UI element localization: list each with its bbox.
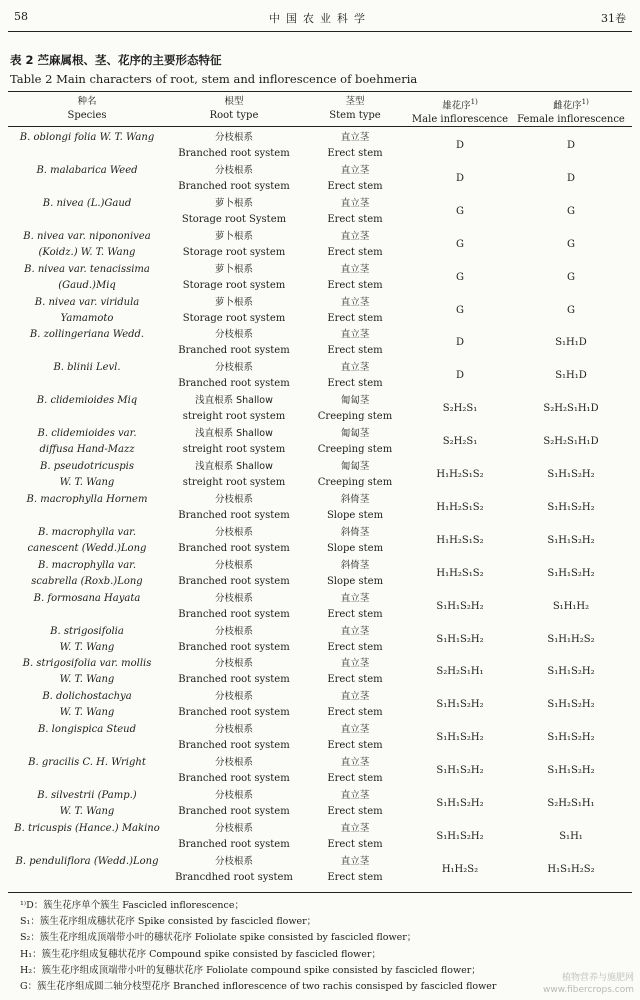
female-inflorescence: G	[567, 271, 575, 283]
stem-type-en: Erect stem	[327, 674, 383, 686]
root-type-en: Brancdhed root system	[175, 871, 293, 883]
table-row	[0, 460, 640, 493]
female-inflorescence: S₁H₁S₂H₂	[547, 765, 595, 777]
species-name-line-2: diffusa Hand-Mazz	[39, 444, 135, 456]
table-row	[0, 657, 640, 690]
female-inflorescence: S₁H₁S₂H₂	[547, 567, 595, 579]
table-row	[0, 427, 640, 460]
root-type-en: Branched root system	[178, 838, 290, 850]
male-inflorescence: H₁H₂S₂	[441, 863, 479, 875]
root-type-zh: 分枝根系	[214, 526, 253, 538]
stem-type-zh: 直立茎	[340, 790, 370, 801]
stem-type-zh: 直立茎	[340, 164, 370, 176]
table-row	[0, 131, 640, 164]
female-inflorescence: S₁H₁D	[555, 337, 587, 349]
stem-type-en: Erect stem	[327, 641, 383, 653]
root-type-en: Branched root system	[178, 378, 290, 390]
species-name-line-1: B. zollingeriana Wedd.	[29, 329, 145, 341]
column-header-male-zh: 雄花序	[442, 100, 471, 112]
table-caption-zh: 表 2 苎麻属根、茎、花序的主要形态特征	[10, 53, 222, 67]
column-header-male-footnote: 1)	[470, 98, 478, 106]
stem-type-en: Erect stem	[327, 838, 383, 850]
root-type-en: streight root system	[182, 411, 286, 423]
table-row	[0, 625, 640, 658]
root-type-en: Branched root system	[178, 345, 290, 357]
female-inflorescence: S₁H₁S₂H₂	[547, 534, 595, 546]
female-inflorescence: G	[567, 304, 575, 316]
stem-type-en: Erect stem	[327, 378, 383, 390]
female-inflorescence: S₂H₂S₁H₁D	[543, 436, 599, 448]
stem-type-en: Erect stem	[327, 608, 383, 620]
stem-type-zh: 直立茎	[340, 691, 370, 703]
female-inflorescence: S₁H₁S₂H₂	[547, 666, 595, 678]
column-header-female	[510, 95, 632, 127]
footnote-line: H₂：簇生花序组成顶端带小叶的复穗状花序 Foliolate compound spike consisted by fascicled flower；	[20, 964, 481, 976]
species-name-line-1: B. gracilis C. H. Wright	[28, 757, 146, 769]
journal-title: 中国农业科学	[269, 12, 371, 25]
root-type-en: Branched root system	[178, 773, 290, 785]
table-row	[0, 789, 640, 822]
table-caption-en: Table 2 Main characters of root, stem and inflorescence of boehmeria	[10, 72, 418, 86]
species-name-line-1: B. blinii Levl.	[53, 362, 121, 374]
species-name-line-1: B. clidemioides Miq	[36, 395, 138, 407]
species-name-line-1: B. nivea var. nipononivea	[23, 230, 151, 242]
female-inflorescence: H₁S₁H₂S₂	[547, 863, 595, 875]
root-type-en: Branched root system	[178, 509, 290, 521]
stem-type-zh: 匍匐茎	[340, 428, 370, 440]
male-inflorescence: S₂H₂S₁	[442, 436, 478, 448]
male-inflorescence: H₁H₂S₁S₂	[436, 534, 484, 546]
column-header-species	[8, 95, 166, 123]
male-inflorescence: D	[455, 172, 465, 184]
female-inflorescence: S₂H₂S₁H₁D	[543, 403, 599, 415]
male-inflorescence: S₁H₁S₂H₂	[436, 798, 484, 809]
root-type-zh: 浅直根系 Shallow	[195, 395, 273, 407]
stem-type-zh: 直立茎	[340, 822, 370, 834]
stem-type-en: Erect stem	[327, 806, 383, 817]
species-name-line-1: B. dolichostachya	[42, 691, 132, 703]
watermark-line-1: 植物营养与施肥网	[561, 973, 634, 983]
stem-type-en: Creeping stem	[317, 477, 393, 488]
page-header	[0, 0, 640, 34]
stem-type-zh: 直立茎	[340, 724, 370, 736]
stem-type-zh: 匍匐茎	[340, 461, 370, 472]
root-type-zh: 分枝根系	[214, 691, 253, 703]
root-type-en: Storage root System	[181, 213, 287, 225]
header-rule	[8, 31, 632, 32]
root-type-zh: 萝卜根系	[214, 197, 253, 209]
male-inflorescence: S₁H₁S₂H₂	[436, 633, 484, 645]
stem-type-zh: 直立茎	[340, 197, 370, 209]
watermark-line-2: www.fibercrops.com	[543, 985, 634, 995]
stem-type-en: Erect stem	[327, 213, 383, 225]
table-footnotes	[20, 898, 496, 995]
root-type-zh: 分枝根系	[214, 724, 253, 736]
root-type-zh: 分枝根系	[214, 559, 253, 571]
table-row	[0, 690, 640, 723]
footnote-line: G：簇生花序组成圆二轴分枝型花序 Branched inflorescence of two rachis consisped by fascicled flower	[20, 981, 497, 993]
root-type-en: Storage root system	[182, 312, 286, 324]
stem-type-en: Erect stem	[327, 773, 383, 785]
stem-type-zh: 直立茎	[340, 362, 370, 374]
male-inflorescence: S₁H₁S₂H₂	[436, 732, 484, 744]
root-type-zh: 分枝根系	[214, 329, 253, 341]
table-bottom-rule	[8, 892, 632, 893]
table-row	[0, 394, 640, 427]
watermark	[543, 972, 634, 996]
root-type-en: Branched root system	[178, 674, 290, 686]
page-number: 58	[14, 10, 28, 23]
stem-type-zh: 斜倚茎	[340, 493, 370, 505]
species-name-line-1: B. nivea var. viridula	[34, 296, 140, 308]
column-header-species-en: Species	[67, 110, 107, 121]
root-type-zh: 分枝根系	[214, 362, 253, 374]
species-name-line-1: B. strigosifolia	[50, 625, 124, 637]
female-inflorescence: D	[566, 172, 576, 184]
table-row	[0, 822, 640, 855]
stem-type-en: Slope stem	[326, 575, 384, 587]
root-type-en: Storage root system	[182, 279, 286, 291]
table-row	[0, 230, 640, 263]
root-type-en: Branched root system	[178, 575, 290, 587]
stem-type-en: Erect stem	[327, 279, 383, 291]
species-name-line-1: B. macrophylla var.	[37, 526, 137, 538]
table-top-rule	[8, 91, 632, 92]
footnote-line: S₁：簇生花序组成穗状花序 Spike consisted by fascicled flower；	[20, 916, 317, 928]
species-name-line-1: B. macrophylla Hornem	[26, 493, 148, 505]
table-row	[0, 756, 640, 789]
female-inflorescence: D	[566, 140, 576, 151]
root-type-zh: 分枝根系	[214, 493, 253, 505]
female-inflorescence: S₁H₁D	[555, 370, 587, 382]
root-type-en: Branched root system	[178, 707, 290, 719]
male-inflorescence: D	[455, 370, 465, 382]
root-type-zh: 分枝根系	[214, 855, 253, 867]
male-inflorescence: G	[456, 238, 464, 250]
species-name-line-1: B. pseudotricuspis	[40, 461, 134, 472]
root-type-en: Branched root system	[178, 180, 290, 192]
male-inflorescence: G	[456, 205, 464, 217]
female-inflorescence: S₁H₁H₂S₂	[547, 633, 595, 645]
root-type-zh: 萝卜根系	[214, 263, 253, 275]
root-type-zh: 分枝根系	[214, 658, 253, 670]
stem-type-zh: 斜倚茎	[340, 559, 370, 571]
female-inflorescence: S₁H₁S₂H₂	[547, 732, 595, 744]
species-name-line-1: B. formosana Hayata	[33, 592, 141, 604]
table-row	[0, 592, 640, 625]
species-name-line-2: W. T. Wang	[59, 674, 115, 686]
table-row	[0, 723, 640, 756]
stem-type-en: Slope stem	[326, 509, 384, 521]
root-type-en: streight root system	[182, 444, 286, 456]
footnote-line: S₂：簇生花序组成顶端带小叶的穗状花序 Foliolate spike consisted by fascicled flower；	[20, 932, 417, 944]
root-type-zh: 分枝根系	[214, 822, 253, 834]
column-header-stem-zh: 茎型	[345, 96, 365, 107]
table-row	[0, 559, 640, 592]
female-inflorescence: S₁H₁S₂H₂	[547, 469, 595, 480]
stem-type-en: Erect stem	[327, 246, 383, 258]
footnote-line: H₁：簇生花序组成复穗状花序 Compound spike consisted by fascicled flower；	[20, 948, 381, 960]
male-inflorescence: S₂H₂S₁H₁	[436, 666, 484, 678]
stem-type-zh: 直立茎	[340, 592, 370, 604]
root-type-zh: 分枝根系	[214, 757, 253, 769]
table-row	[0, 526, 640, 559]
species-name-line-1: B. macrophylla var.	[37, 559, 137, 571]
column-header-stem-en: Stem type	[329, 110, 381, 121]
stem-type-en: Erect stem	[327, 180, 383, 192]
species-name-line-2: (Gaud.)Miq	[58, 279, 116, 291]
species-name-line-1: B. clidemioides var.	[37, 428, 137, 440]
stem-type-en: Creeping stem	[317, 411, 393, 423]
stem-type-zh: 直立茎	[340, 263, 370, 275]
stem-type-zh: 斜倚茎	[340, 526, 370, 538]
species-name-line-1: B. nivea (L.)Gaud	[42, 197, 132, 209]
root-type-en: Branched root system	[178, 608, 290, 620]
male-inflorescence: S₁H₁S₂H₂	[436, 830, 484, 842]
stem-type-en: Erect stem	[327, 312, 383, 324]
species-name-line-2: scabrella (Roxb.)Long	[31, 575, 143, 587]
stem-type-zh: 直立茎	[340, 329, 370, 341]
footnote-line: ¹⁾D：簇生花序单个簇生 Fascicled inflorescence；	[20, 900, 244, 911]
stem-type-zh: 直立茎	[340, 757, 370, 769]
female-inflorescence: S₁H₁S₂H₂	[547, 699, 595, 711]
root-type-zh: 浅直根系 Shallow	[195, 461, 273, 472]
root-type-en: Branched root system	[178, 148, 290, 159]
column-header-species-zh: 种名	[77, 96, 97, 107]
column-header-root-zh: 根型	[224, 96, 244, 107]
root-type-en: Branched root system	[178, 542, 290, 554]
stem-type-en: Erect stem	[327, 148, 383, 159]
stem-type-zh: 直立茎	[340, 230, 370, 242]
table-row	[0, 296, 640, 329]
male-inflorescence: G	[456, 304, 464, 316]
column-header-female-en: Female inflorescence	[517, 114, 625, 126]
female-inflorescence: S₁H₁S₂H₂	[547, 501, 595, 513]
female-inflorescence: G	[567, 238, 575, 250]
male-inflorescence: S₁H₁S₂H₂	[436, 699, 484, 711]
species-name-line-2: W. T. Wang	[59, 477, 115, 488]
root-type-en: Branched root system	[178, 740, 290, 752]
table-row	[0, 197, 640, 230]
stem-type-en: Erect stem	[327, 345, 383, 357]
stem-type-zh: 匍匐茎	[340, 395, 370, 407]
table-row	[0, 361, 640, 394]
root-type-zh: 分枝根系	[214, 164, 253, 176]
species-name-line-2: W. T. Wang	[59, 641, 115, 653]
root-type-en: Branched root system	[178, 641, 290, 653]
stem-type-zh: 直立茎	[340, 132, 370, 143]
stem-type-en: Creeping stem	[317, 444, 393, 456]
female-inflorescence: S₁H₁H₂	[552, 600, 590, 612]
stem-type-zh: 直立茎	[340, 658, 370, 670]
table-header-rule	[8, 126, 632, 127]
male-inflorescence: S₁H₁S₂H₂	[436, 600, 484, 612]
table-row	[0, 164, 640, 197]
column-header-root-en: Root type	[209, 110, 259, 121]
species-name-line-2: Yamamoto	[60, 312, 114, 324]
table-row	[0, 855, 640, 888]
male-inflorescence: H₁H₂S₁S₂	[436, 567, 484, 579]
stem-type-zh: 直立茎	[340, 855, 370, 867]
column-header-female-zh: 雌花序	[553, 100, 582, 112]
table-row	[0, 328, 640, 361]
species-name-line-2: W. T. Wang	[59, 707, 115, 719]
male-inflorescence: D	[455, 337, 465, 349]
root-type-en: Branched root system	[178, 806, 290, 817]
male-inflorescence: S₂H₂S₁	[442, 403, 478, 415]
species-name-line-1: B. silvestrii (Pamp.)	[37, 790, 137, 801]
root-type-zh: 分枝根系	[214, 790, 253, 801]
species-name-line-1: B. tricuspis (Hance.) Makino	[14, 822, 160, 834]
male-inflorescence: G	[456, 271, 464, 283]
table-row	[0, 263, 640, 296]
female-inflorescence: S₁H₁	[559, 830, 583, 842]
species-name-line-1: B. longispica Steud	[37, 724, 137, 736]
root-type-en: streight root system	[182, 477, 286, 488]
species-name-line-2: W. T. Wang	[59, 806, 115, 817]
root-type-zh: 分枝根系	[214, 132, 253, 143]
stem-type-zh: 直立茎	[340, 296, 370, 308]
column-header-stem	[300, 95, 410, 123]
species-name-line-2: (Koidz.) W. T. Wang	[38, 246, 136, 258]
species-name-line-1: B. nivea var. tenacissima	[24, 263, 150, 275]
male-inflorescence: S₁H₁S₂H₂	[436, 765, 484, 777]
root-type-zh: 萝卜根系	[214, 296, 253, 308]
stem-type-en: Erect stem	[327, 740, 383, 752]
volume-label: 31卷	[601, 12, 626, 25]
stem-type-en: Erect stem	[327, 871, 383, 883]
stem-type-en: Erect stem	[327, 707, 383, 719]
root-type-zh: 分枝根系	[214, 625, 253, 637]
stem-type-en: Slope stem	[326, 542, 384, 554]
female-inflorescence: G	[567, 205, 575, 217]
male-inflorescence: H₁H₂S₁S₂	[436, 469, 484, 480]
column-header-root	[168, 95, 300, 123]
root-type-zh: 分枝根系	[214, 592, 253, 604]
root-type-en: Storage root system	[182, 246, 286, 258]
root-type-zh: 萝卜根系	[214, 230, 253, 242]
stem-type-zh: 直立茎	[340, 625, 370, 637]
column-header-female-footnote: 1)	[581, 98, 589, 106]
root-type-zh: 浅直根系 Shallow	[195, 428, 273, 440]
column-header-male	[410, 95, 510, 127]
table-row	[0, 493, 640, 526]
species-name-line-2: canescent (Wedd.)Long	[27, 542, 147, 554]
species-name-line-1: B. malabarica Weed	[36, 164, 138, 176]
species-name-line-1: B. oblongi folia W. T. Wang	[19, 132, 155, 143]
male-inflorescence: D	[455, 140, 465, 151]
male-inflorescence: H₁H₂S₁S₂	[436, 501, 484, 513]
species-name-line-1: B. strigosifolia var. mollis	[22, 658, 152, 670]
female-inflorescence: S₂H₂S₁H₁	[547, 798, 595, 809]
column-header-male-en: Male inflorescence	[411, 114, 509, 126]
species-name-line-1: B. penduliflora (Wedd.)Long	[15, 855, 159, 867]
